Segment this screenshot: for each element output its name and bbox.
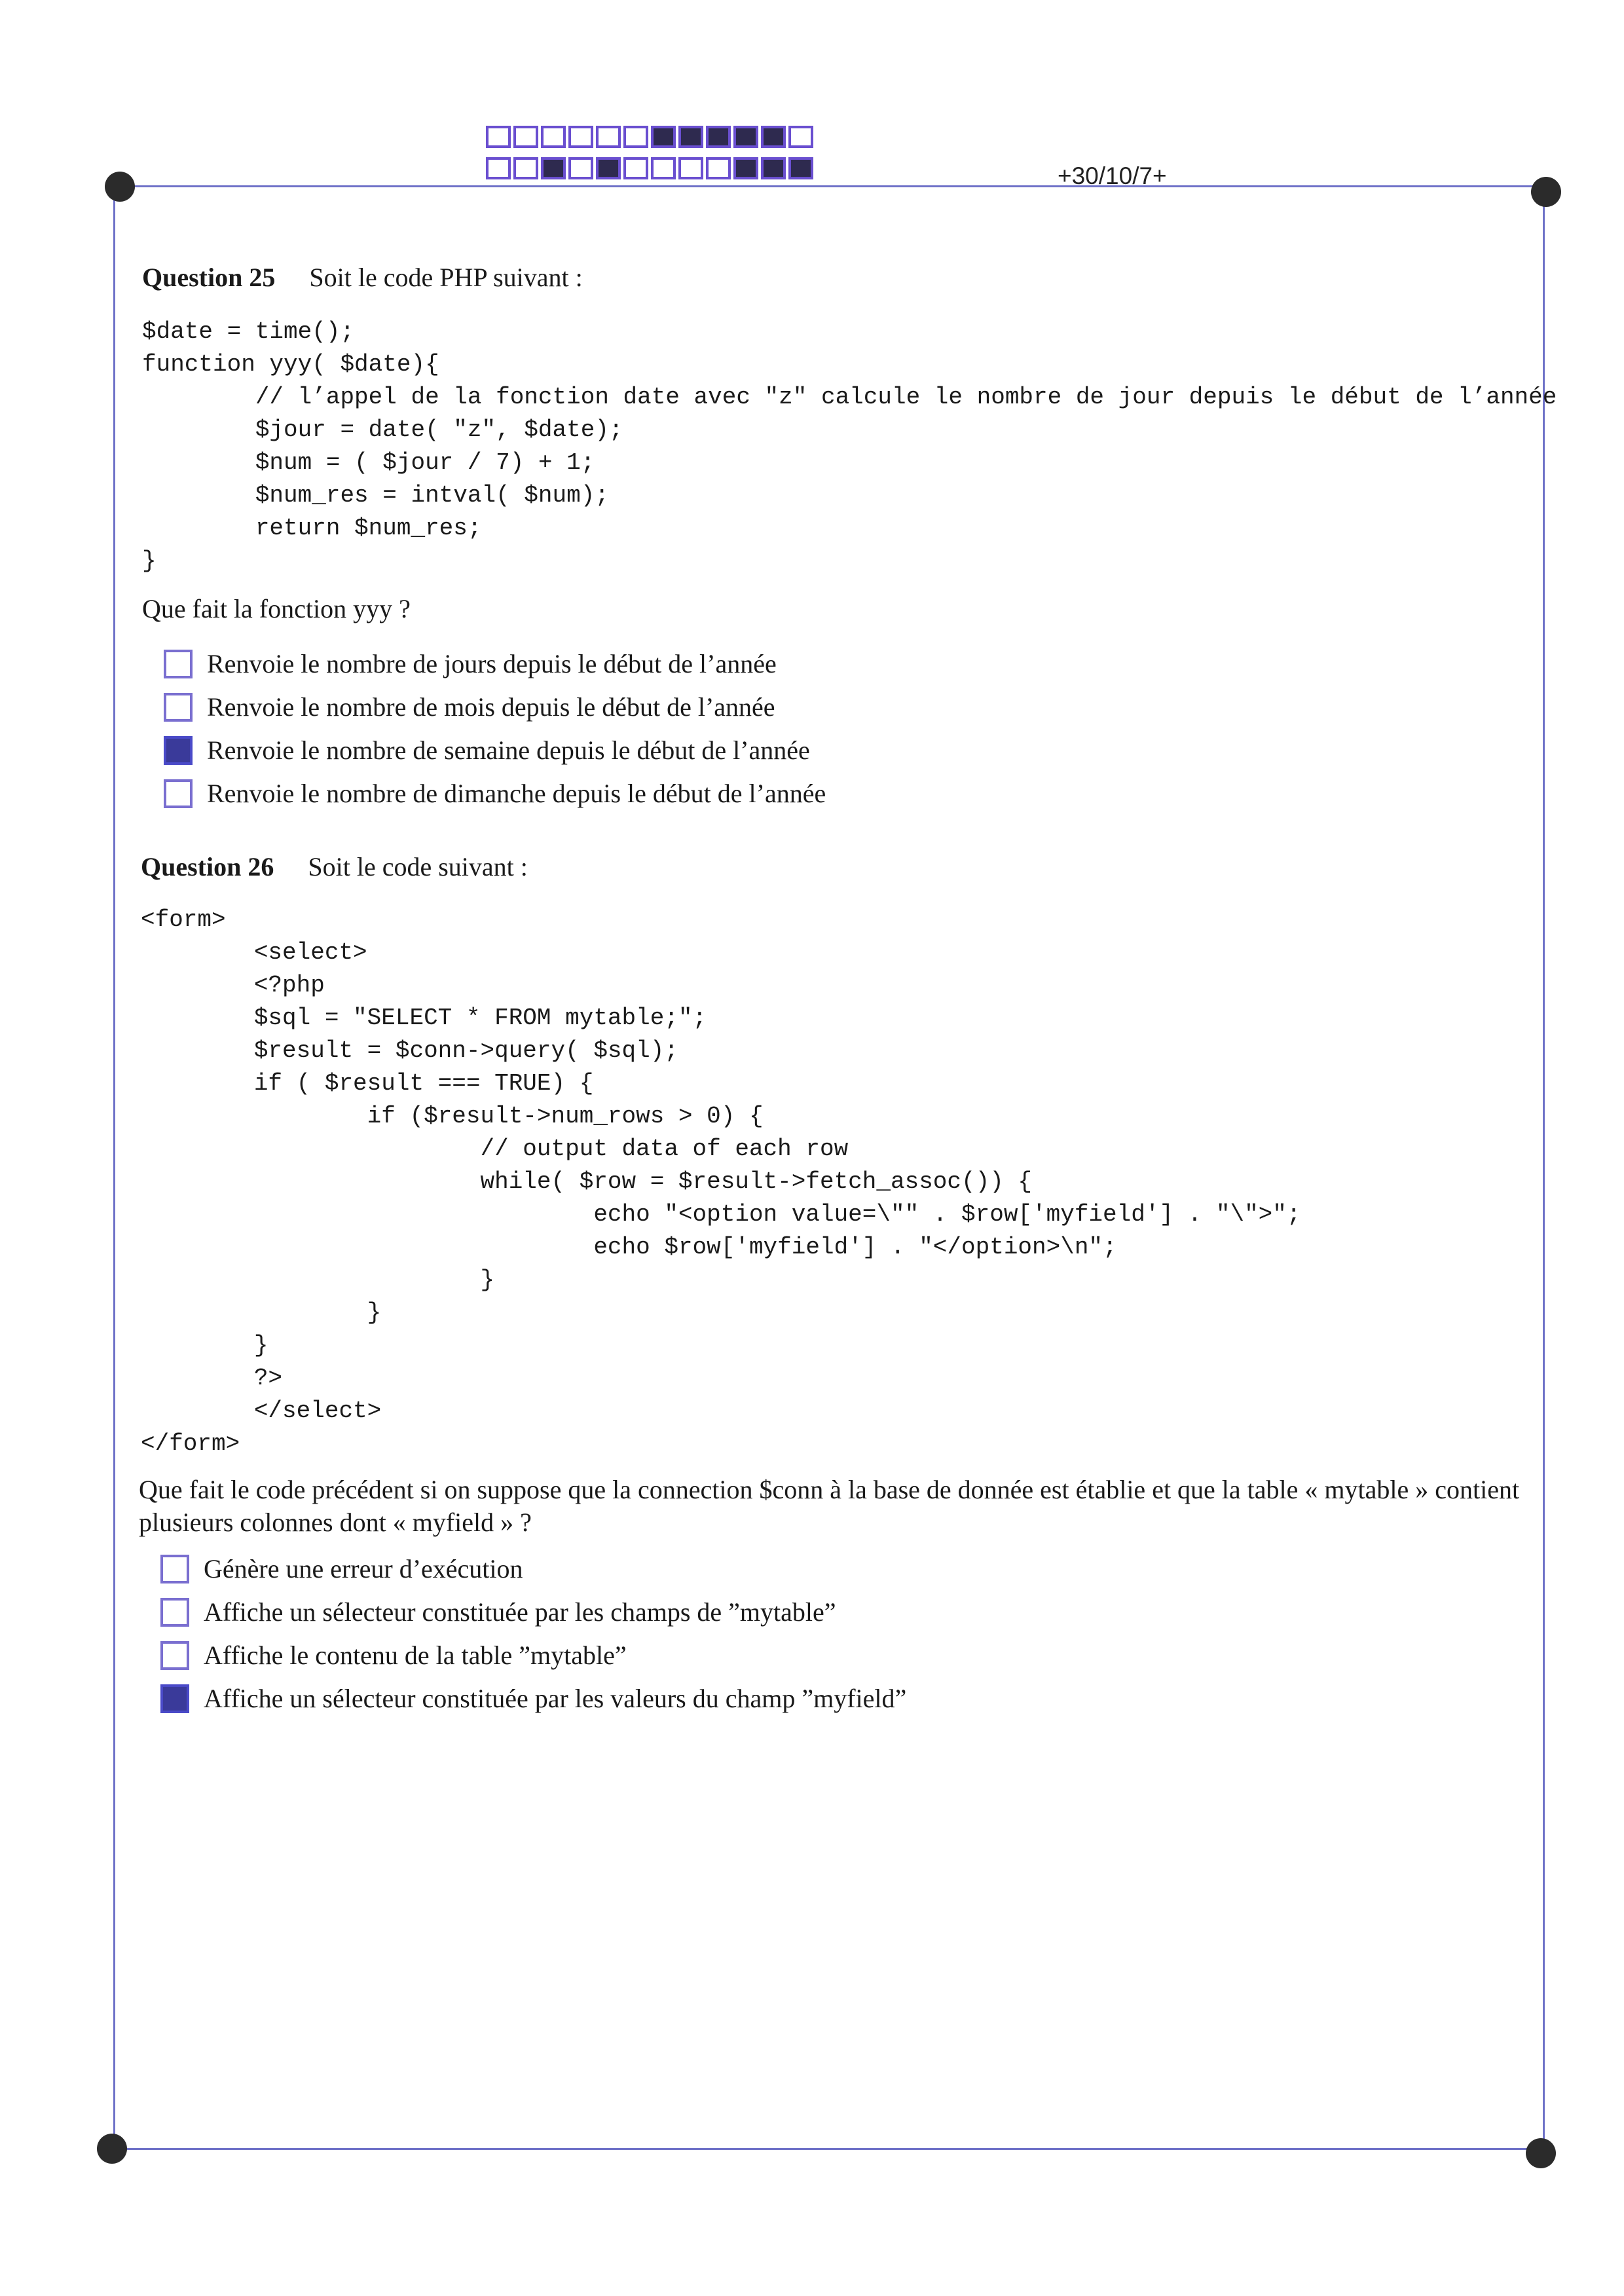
answer-checkbox[interactable]	[164, 693, 193, 722]
id-code-box	[733, 126, 758, 148]
id-code-box	[761, 126, 786, 148]
id-code-row-2	[486, 157, 813, 179]
registration-mark-bottom-left	[97, 2134, 127, 2164]
id-code-box	[596, 126, 621, 148]
question-26-header	[141, 851, 528, 882]
answer-label: Affiche un sélecteur constituée par les champs de ”mytable”	[204, 1597, 836, 1627]
answer-label: Affiche le contenu de la table ”mytable”	[204, 1640, 627, 1670]
id-code-box	[623, 126, 648, 148]
answer-label: Renvoie le nombre de semaine depuis le début de l’année	[207, 735, 810, 765]
id-code-box	[678, 126, 703, 148]
id-code-box	[486, 157, 511, 179]
answer-checkbox[interactable]	[160, 1641, 189, 1670]
id-code-box	[706, 157, 731, 179]
answer-label: Renvoie le nombre de jours depuis le début de l’année	[207, 649, 777, 678]
frame-bottom-line	[115, 2148, 1545, 2150]
answer-label: Affiche un sélecteur constituée par les valeurs du champ ”myfield”	[204, 1684, 907, 1713]
question-26-prompt: Que fait le code précédent si on suppose que la connection $conn à la base de donnée est établie et que la table « mytable » contient plusieurs colonnes dont « myfield » ?	[139, 1475, 1526, 1537]
id-code-box	[678, 157, 703, 179]
id-code-box	[568, 126, 593, 148]
answer-checkbox[interactable]	[160, 1684, 189, 1713]
question-label: Question 25	[142, 263, 276, 292]
registration-mark-top-left	[105, 172, 135, 202]
frame-top-line	[120, 185, 1547, 187]
page-id: +30/10/7+	[1058, 162, 1167, 189]
answer-option[interactable]	[160, 1553, 523, 1584]
answer-option[interactable]	[164, 692, 775, 722]
registration-mark-bottom-right	[1526, 2138, 1556, 2168]
id-code-box	[541, 126, 566, 148]
answer-checkbox[interactable]	[164, 736, 193, 765]
answer-label: Renvoie le nombre de mois depuis le début de l’année	[207, 692, 775, 722]
id-code-box	[788, 157, 813, 179]
answer-checkbox[interactable]	[164, 650, 193, 678]
id-code-box	[623, 157, 648, 179]
question-26-code-block: <form> <select> <?php $sql = "SELECT * FROM mytable;"; $result = $conn->query( $sql); if ( $result === TRUE) { if ($result->num_rows > 0) { // output data of each row while( $row = $result->fetch_assoc()) { echo "<option value=\"" . $row['myfield'] . "\">"; echo $row['myfield'] . "</option>\n"; } } } ?> </select> </form>	[141, 906, 1301, 1457]
question-label: Question 26	[141, 852, 274, 881]
id-code-box	[651, 157, 676, 179]
answer-option[interactable]	[164, 735, 810, 766]
answer-checkbox[interactable]	[160, 1598, 189, 1627]
id-code-box	[486, 126, 511, 148]
question-25-code-block: $date = time(); function yyy( $date){ // l’appel de la fonction date avec "z" calcule le nombre de jour depuis le début de l’année $jour = date( "z", $date); $num = ( $jour / 7) + 1; $num_res = intval( $num); return $num_res; }	[142, 318, 1557, 574]
question-intro: Soit le code PHP suivant :	[309, 263, 583, 292]
id-code-box	[761, 157, 786, 179]
answer-option[interactable]	[160, 1597, 836, 1627]
frame-left-line	[113, 187, 115, 2148]
question-25-prompt: Que fait la fonction yyy ?	[142, 594, 411, 623]
answer-checkbox[interactable]	[160, 1555, 189, 1583]
id-code-box	[651, 126, 676, 148]
question-intro: Soit le code suivant :	[308, 852, 528, 881]
answer-option[interactable]	[160, 1683, 906, 1714]
answer-label: Génère une erreur d’exécution	[204, 1554, 523, 1583]
id-code-box	[733, 157, 758, 179]
question-25-header	[142, 262, 583, 293]
id-code-box	[706, 126, 731, 148]
id-code-box	[568, 157, 593, 179]
registration-mark-top-right	[1531, 177, 1561, 207]
id-code-box	[788, 126, 813, 148]
id-code-box	[513, 157, 538, 179]
answer-checkbox[interactable]	[164, 779, 193, 808]
answer-option[interactable]	[160, 1640, 627, 1671]
id-code-box	[596, 157, 621, 179]
answer-label: Renvoie le nombre de dimanche depuis le début de l’année	[207, 779, 826, 808]
answer-option[interactable]	[164, 778, 826, 809]
id-code-box	[513, 126, 538, 148]
id-code-box	[541, 157, 566, 179]
id-code-row-1	[486, 126, 813, 148]
answer-option[interactable]	[164, 648, 777, 679]
